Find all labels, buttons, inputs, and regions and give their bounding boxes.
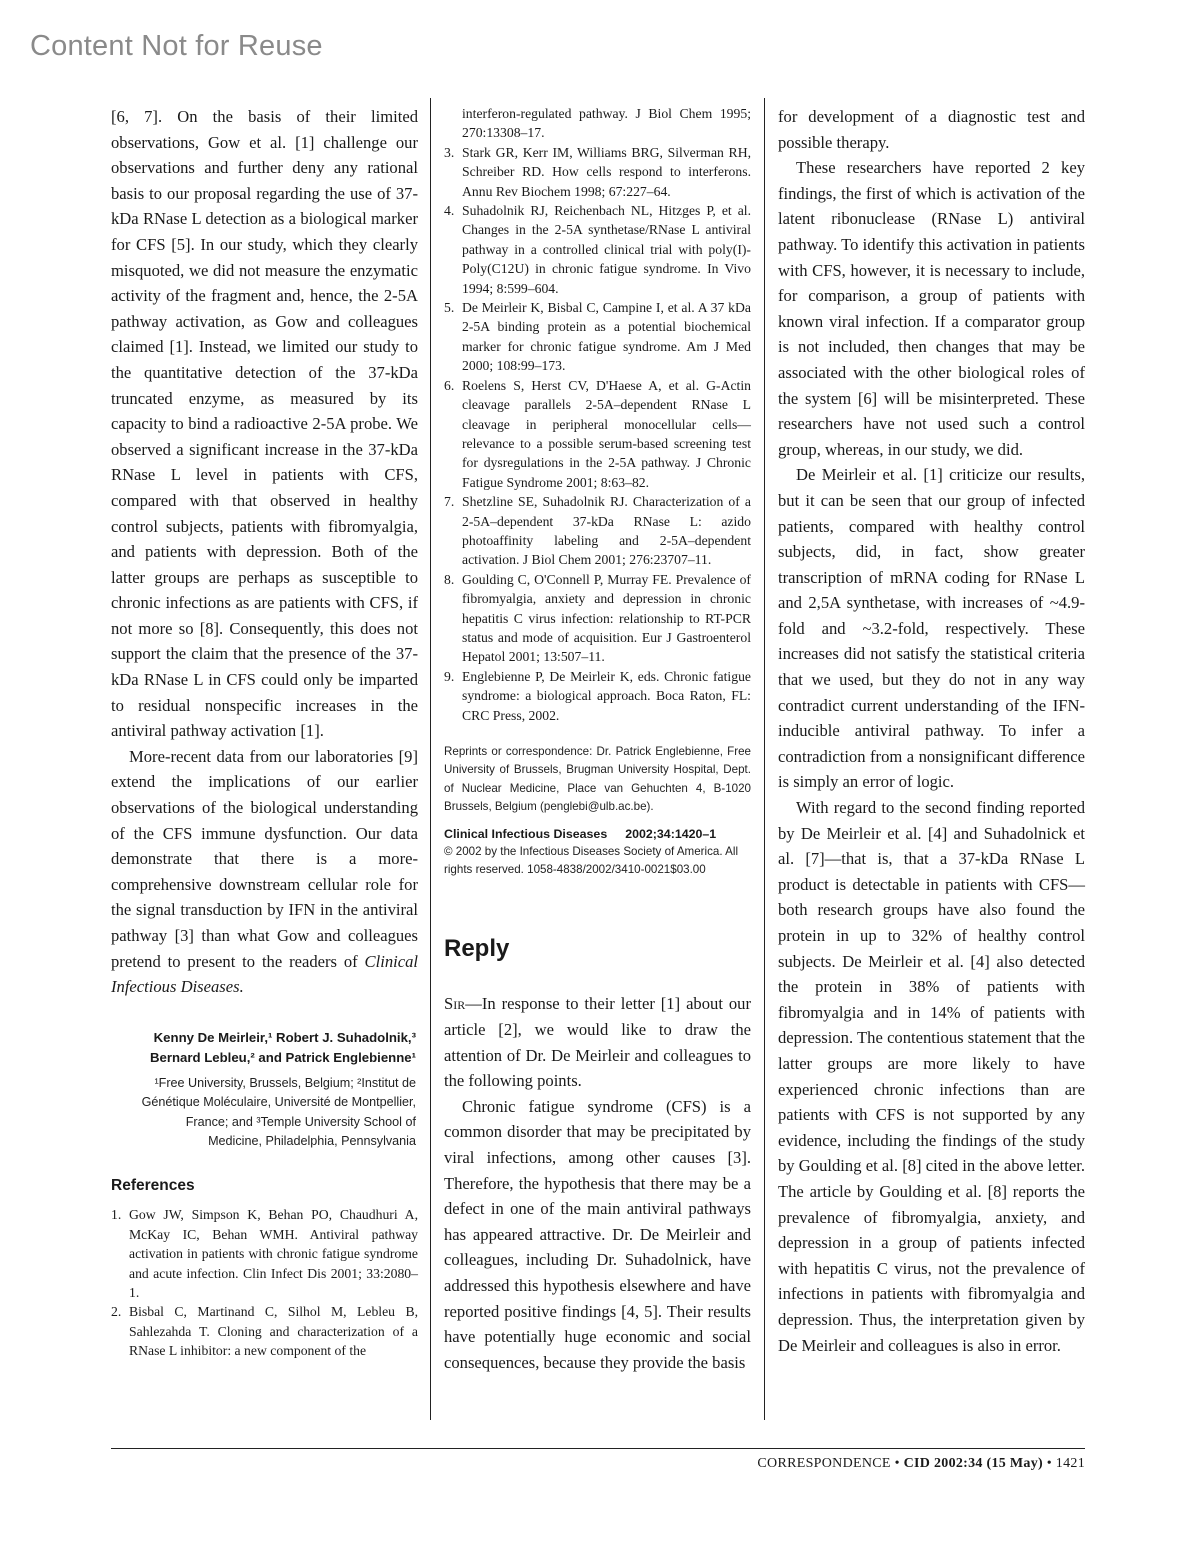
reference-item: [444, 667, 751, 725]
reference-text: Suhadolnik RJ, Reichenbach NL, Hitzges P, et al. Changes in the 2-5A synthetase/RNase L antiviral pathway in a controlled clinical trial with poly(I)-Poly(C12U) in chronic fatigue syndrome. In Vivo 1994; 8:599–604.: [462, 203, 751, 296]
paragraph-text: More-recent data from our laboratories [9] extend the implications of our earlier observations of the biological understanding of the CFS immune dysfunction. Our data demonstrate that there is a more-comprehensive downstream cellular role for the signal transduction by IFN in the antiviral pathway [3] than what Gow and colleagues pretend to present to the readers of: [111, 746, 418, 971]
author-list: [139, 1028, 416, 1068]
reference-number: 9.: [444, 668, 455, 684]
reference-number: 3.: [444, 144, 455, 160]
reference-text: Goulding C, O'Connell P, Murray FE. Prevalence of fibromyalgia, anxiety and depression in chronic hepatitis C virus infection: relationship to RT-PCR status and mode of acquisition. Eur J Gastroenterol Hepatol 2001; 13:507–11.: [462, 571, 751, 665]
reference-text: Bisbal C, Martinand C, Silhol M, Lebleu B, Sahlezahda T. Cloning and characterization of a RNase L inhibitor: a new component of the: [129, 1304, 418, 1359]
reference-continuation: interferon-regulated pathway. J Biol Chem 1995; 270:13308–17.: [462, 106, 751, 141]
footer-separator: •: [1046, 1456, 1052, 1471]
copyright-notice: © 2002 by the Infectious Diseases Society of America. All rights reserved. 1058-4838/2002/3410-0021$03.00: [444, 844, 739, 877]
reference-item: [111, 1205, 418, 1302]
body-paragraph: With regard to the second finding reported by De Meirleir et al. [4] and Suhadolnick et al. [7]—that is, that a 37-kDa RNase L product is detectable in patients with CFS—both research groups have also found the protein in up to 32% of healthy control subjects. De Meirleir et al. [4] also detected the protein in 38% of patients with fibromyalgia and in 14% of patients with depression. The contentious statement that the latter groups are more likely to have experienced chronic infections than are patients with CFS is not supported by any evidence, including the findings of the study by Goulding et al. [8] cited in the above letter. The article by Goulding et al. [8] reports the prevalence of fibromyalgia, anxiety, and depression in a group of patients infected with hepatitis C virus, not the prevalence of infections in patients with fibromyalgia and depression. Thus, the interpretation given by De Meirleir and colleagues is also in error.: [778, 798, 1085, 1355]
references-heading: References: [111, 1177, 195, 1195]
watermark: Content Not for Reuse: [30, 30, 323, 62]
reference-number: 4.: [444, 203, 455, 219]
author-line: Bernard Lebleu,² and Patrick Englebienne¹: [149, 1049, 416, 1065]
journal-name: Clinical Infectious Diseases: [444, 826, 608, 841]
column-left: [111, 104, 418, 1361]
reference-item: [444, 201, 751, 298]
reference-item: [444, 376, 751, 492]
author-line: Kenny De Meirleir,¹ Robert J. Suhadolnik,³: [153, 1029, 416, 1045]
column-divider: [430, 98, 431, 1420]
reference-item: [444, 492, 751, 570]
footer-rule: [111, 1448, 1085, 1449]
reference-item: [444, 143, 751, 201]
reference-number: 2.: [111, 1304, 122, 1320]
reprints-note: Reprints or correspondence: Dr. Patrick Englebienne, Free University of Brussels, Brugman University Hospital, Dept. of Nuclear Medicine, Place van Gehuchten 4, B-1020 Brussels, Belgium (penglebi@ulb.ac.be).: [444, 745, 751, 814]
reference-text: Shetzline SE, Suhadolnik RJ. Characterization of a 2-5A–dependent 37-kDa RNase L: azido photoaffinity labeling and 2-5A–dependent activation. J Biol Chem 2001; 276:23707–11.: [462, 494, 751, 568]
reference-text: Stark GR, Kerr IM, Williams BRG, Silverman RH, Schreiber RD. How cells respond to interferons. Annu Rev Biochem 1998; 67:227–64.: [462, 144, 751, 199]
column-divider: [764, 98, 765, 1420]
page-number: 1421: [1055, 1456, 1085, 1471]
column-middle: [444, 104, 751, 1375]
footer-section: CORRESPONDENCE: [757, 1456, 891, 1471]
reference-item: [444, 570, 751, 667]
reference-text: Roelens S, Herst CV, D'Haese A, et al. G-Actin cleavage parallels 2-5A–dependent RNase L cleavage in peripheral monocellular cells—relevance to a possible serum-based screening test for dysregulations in the 2-5A pathway. J Chronic Fatigue Syndrome 2001; 8:63–82.: [462, 377, 751, 490]
journal-citation: [444, 825, 751, 843]
reference-number: 6.: [444, 377, 455, 393]
reply-heading: Reply: [444, 935, 510, 963]
journal-title-italic: Clinical Infectious Diseases.: [111, 951, 418, 997]
reference-item: [444, 298, 751, 376]
reference-number: 1.: [111, 1207, 122, 1223]
body-paragraph: [444, 991, 751, 1093]
reference-item: [111, 1302, 418, 1360]
footer-journal: CID 2002:34 (15 May): [903, 1456, 1043, 1471]
column-right: [778, 104, 1085, 1358]
body-paragraph: These researchers have reported 2 key findings, the first of which is activation of the latent ribonuclease (RNase L) antiviral pathway. To identify this activation in patients with CFS, however, it is necessary to include, for comparison, a group of patients with known viral infection. If a comparator group is not included, then changes that may be associated with the other biological roles of the system [6] will be misinterpreted. These researchers have not used such a control group, whereas, in our study, we did.: [778, 158, 1085, 459]
body-paragraph: [6, 7]. On the basis of their limited observations, Gow et al. [1] challenge our observations and further deny any rational basis to our proposal regarding the use of 37-kDa RNase L detection as a biological marker for CFS [5]. In our study, which they clearly misquoted, we did not measure the enzymatic activity of the fragment and, hence, the 2-5A pathway activation, as Gow and colleagues claimed [1]. Instead, we limited our study to the quantitative detection of the 37-kDa truncated enzyme, as measured by its capacity to bind a radioactive 2-5A probe. We observed a significant increase in the 37-kDa RNase L level in patients with CFS, compared with that observed in healthy control subjects, patients with fibromyalgia, and patients with depression. Both of the latter groups are perhaps as susceptible to chronic infections as are patients with CFS, if not more so [8]. Consequently, this does not support the claim that the presence of the 37-kDa RNase L in CFS could only be imparted to residual nonspecific increases in the antiviral pathway activation [1].: [111, 107, 418, 741]
body-paragraph: Chronic fatigue syndrome (CFS) is a common disorder that may be precipitated by viral infections, among other causes [3]. Therefore, the hypothesis that there may be a defect in one of the main antiviral pathways has appeared attractive. Dr. De Meirleir and colleagues, including Dr. Suhadolnick, have addressed this hypothesis elsewhere and have reported positive findings [4, 5]. Their results have potentially huge economic and social consequences, because they provide the basis: [444, 1096, 751, 1372]
body-paragraph: [111, 744, 418, 1000]
reference-number: 5.: [444, 300, 455, 316]
reference-list: [111, 1205, 418, 1360]
paragraph-text: —In response to their letter [1] about our article [2], we would like to draw the attention of Dr. De Meirleir and colleagues to the following points.: [444, 994, 751, 1091]
reference-text: De Meirleir K, Bisbal C, Campine I, et al. A 37 kDa 2-5A binding protein as a potential biochemical marker for chronic fatigue syndrome. Am J Med 2000; 108:99–173.: [462, 300, 751, 374]
reference-text: Gow JW, Simpson K, Behan PO, Chaudhuri A, McKay IC, Behan WMH. Antiviral pathway activation in patients with chronic fatigue syndrome and acute infection. Clin Infect Dis 2001; 33:2080–1.: [129, 1207, 418, 1301]
reference-number: 7.: [444, 494, 455, 510]
salutation: Sir: [444, 994, 466, 1014]
page-footer: [757, 1456, 1085, 1472]
reference-list: [444, 104, 751, 725]
reference-text: Englebienne P, De Meirleir K, eds. Chronic fatigue syndrome: a biological approach. Boca Raton, FL: CRC Press, 2002.: [462, 668, 751, 723]
reference-number: 8.: [444, 571, 455, 587]
journal-volume-pages: 2002;34:1420–1: [625, 826, 717, 841]
footer-separator: •: [894, 1456, 900, 1471]
body-paragraph: De Meirleir et al. [1] criticize our results, but it can be seen that our group of infected patients, compared with healthy control subjects, did, in fact, show greater transcription of mRNA coding for RNase L and 2,5A synthetase, with increases of ~4.9-fold and ~3.2-fold, respectively. These increases did not satisfy the statistical criteria that we used, but they do not in any way contradict current understanding of the IFN-inducible antiviral pathway. To infer a contradiction from a nonsignificant difference is simply an error of logic.: [778, 465, 1085, 792]
author-affiliations: ¹Free University, Brussels, Belgium; ²Institut de Génétique Moléculaire, Université de Montpellier, France; and ³Temple University School of Medicine, Philadelphia, Pennsylvania: [141, 1075, 416, 1148]
body-paragraph: for development of a diagnostic test and possible therapy.: [778, 107, 1085, 152]
